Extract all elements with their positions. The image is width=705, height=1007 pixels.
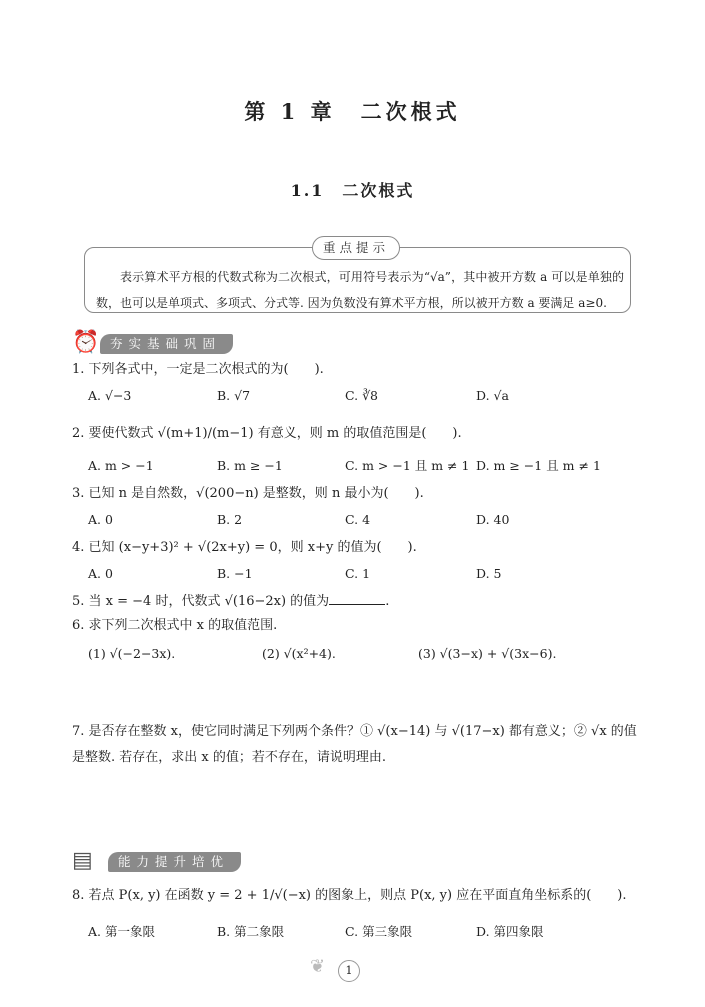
question-1-option-d: D. √a — [476, 388, 509, 403]
question-4-option-b: B. −1 — [217, 566, 253, 581]
section-title: 1.1 二次根式 — [290, 181, 415, 200]
keypoint-text: 表示算术平方根的代数式称为二次根式，可用符号表示为“√a”，其中被开方数 a 可以是单独的数，也可以是单项式、多项式、分式等. 因为负数没有算术平方根，所以被开方数 a 要满足 a≥0. — [96, 270, 624, 310]
question-6-stem: 6. 求下列二次根式中 x 的取值范围. — [72, 618, 278, 633]
question-1-stem: 1. 下列各式中，一定是二次根式的为( ). — [72, 362, 324, 377]
question-1-option-b: B. √7 — [217, 388, 251, 403]
question-4-stem: 4. 已知 (x−y+3)² + √(2x+y) = 0，则 x+y 的值为( ). — [72, 540, 417, 555]
question-4-option-a: A. 0 — [88, 566, 113, 581]
question-2-option-a: A. m > −1 — [88, 458, 154, 473]
question-3-option-c: C. 4 — [345, 512, 371, 527]
keypoint-label: 重点提示 — [312, 236, 400, 260]
question-3-stem: 3. 已知 n 是自然数，√(200−n) 是整数，则 n 最小为( ). — [72, 486, 424, 501]
question-2-stem: 2. 要使代数式 √(m+1)/(m−1) 有意义，则 m 的取值范围是( ). — [72, 426, 462, 441]
section-banner-advanced: 能力提升培优 — [108, 852, 241, 872]
question-2-option-c: C. m > −1 且 m ≠ 1 — [345, 458, 470, 473]
question-5-period: . — [385, 594, 390, 609]
question-2-option-b: B. m ≥ −1 — [217, 458, 283, 473]
question-7-line-1: 7. 是否存在整数 x，使它同时满足下列两个条件？① √(x−14) 与 √(17−x) 都有意义；② √x 的值 — [72, 724, 637, 739]
question-5-stem: 5. 当 x = −4 时，代数式 √(16−2x) 的值为 — [72, 594, 330, 609]
question-1-option-c: C. ∛8 — [345, 388, 378, 403]
alarm-clock-icon: ⏰ — [72, 330, 100, 355]
question-3-option-b: B. 2 — [217, 512, 243, 527]
page-number: 1 — [338, 960, 360, 982]
section-banner-basic: 夯实基础巩固 — [100, 334, 233, 354]
question-5 — [72, 592, 389, 612]
question-8-option-c: C. 第三象限 — [345, 924, 413, 939]
books-icon: ▤ — [72, 848, 93, 873]
question-3-option-d: D. 40 — [476, 512, 510, 527]
question-6-part-1: (1) √(−2−3x). — [88, 646, 176, 661]
answer-blank[interactable] — [329, 592, 385, 605]
question-7-line-2: 是整数. 若存在，求出 x 的值；若不存在，请说明理由. — [72, 750, 386, 765]
chapter-title: 第 1 章 二次根式 — [244, 99, 461, 124]
question-1-option-a: A. √−3 — [88, 388, 132, 403]
question-3-option-a: A. 0 — [88, 512, 113, 527]
decorative-swirl-icon: ❦ — [310, 956, 326, 977]
question-6-part-2: (2) √(x²+4). — [262, 646, 336, 661]
question-2-option-d: D. m ≥ −1 且 m ≠ 1 — [476, 458, 601, 473]
question-8-option-a: A. 第一象限 — [88, 924, 155, 939]
question-4-option-d: D. 5 — [476, 566, 502, 581]
question-8-stem: 8. 若点 P(x, y) 在函数 y = 2 + 1/√(−x) 的图象上，则点 P(x, y) 应在平面直角坐标系的( ). — [72, 888, 627, 903]
question-4-option-c: C. 1 — [345, 566, 371, 581]
question-8-option-b: B. 第二象限 — [217, 924, 285, 939]
question-8-option-d: D. 第四象限 — [476, 924, 544, 939]
question-6-part-3: (3) √(3−x) + √(3x−6). — [418, 646, 557, 661]
